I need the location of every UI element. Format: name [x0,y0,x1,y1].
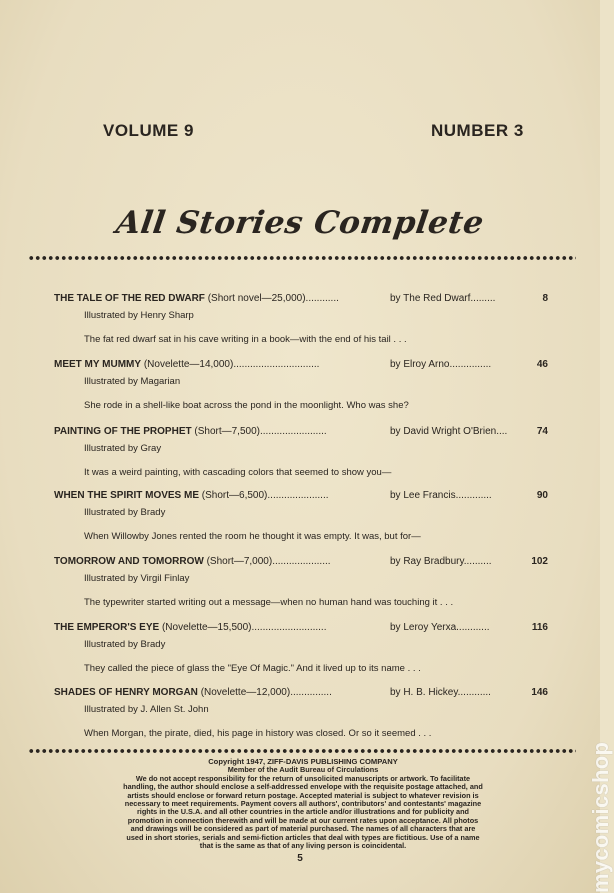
story-type: (Novelette—15,500) [161,622,252,633]
story-type: (Short—6,500) [201,490,268,501]
legal-text-line: used in short stories, serials and semi-fiction articles that deal with types are fictitious. Use of a name [126,832,480,842]
story-illustrator: Illustrated by Gray [84,443,162,454]
story-entry [54,426,548,478]
story-title: PAINTING OF THE PROPHET [54,426,192,437]
legal-text-line: that is the same as that of any living person is coincidental. [199,841,407,851]
story-author: by Leroy Yerxa............ [390,622,490,633]
leader-dots: ..................... [272,556,331,567]
legal-text-line: handling, the author should enclose a self-addressed envelope with the requisite postage attached, and [123,782,483,792]
story-line [54,293,548,307]
story-type: (Short—7,500) [194,426,260,437]
story-author: by Ray Bradbury.......... [390,556,492,567]
story-type: (Short—7,000) [206,556,273,567]
dotted-divider-top [28,255,576,261]
story-description: It was a weird painting, with cascading colors that seemed to show you— [84,467,392,478]
story-page-number: 146 [531,687,548,698]
legal-text-line: and drawings will be considered as part of material purchased. The names of all characters that are [130,824,476,834]
page-folio-number: 5 [297,853,303,864]
legal-text-line: artists should enclose or forward return postage. Accepted material is subject to whatever revision is [127,790,479,800]
volume-label: VOLUME 9 [103,121,194,140]
story-page-number: 8 [542,293,548,304]
story-entry [54,556,548,608]
story-title: TOMORROW AND TOMORROW [54,556,204,567]
legal-text-line: We do not accept responsibility for the return of unsolicited manuscripts or artwork. To facilitate [135,773,471,783]
story-title: WHEN THE SPIRIT MOVES ME [54,490,200,501]
story-line [54,426,548,440]
story-description: The typewriter started writing out a message—when no human hand was touching it . . . [84,597,454,608]
watermark [566,668,613,893]
leader-dots: ...................... [267,490,329,501]
legal-text-line: promotion in connection therewith and will be made at our current rates upon acceptance. All photos [127,815,479,825]
story-title: THE TALE OF THE RED DWARF [54,293,205,304]
page-heading: All Stories Complete [113,205,487,241]
story-illustrator: Illustrated by Brady [84,507,166,518]
story-title: MEET MY MUMMY [54,359,142,370]
story-page-number: 102 [531,556,548,567]
leader-dots: ........................... [251,622,327,633]
story-author: by Lee Francis............. [390,490,492,501]
story-description: When Willowby Jones rented the room he thought it was empty. It was, but for— [84,531,421,542]
story-description: She rode in a shell-like boat across the pond in the moonlight. Who was she? [84,400,409,411]
story-illustrator: Illustrated by Brady [84,639,166,650]
leader-dots: ........................ [259,426,327,437]
story-description: They called the piece of glass the "Eye Of Magic." And it lived up to its name . . . [84,663,421,674]
story-line [54,622,548,636]
story-entry [54,359,548,411]
story-page-number: 46 [536,359,548,370]
story-illustrator: Illustrated by Magarian [84,376,181,387]
story-page-number: 116 [531,622,548,633]
legal-text-line: rights in the U.S.A. and all other countries in the article and/or illustrations and for publicity and [136,807,470,817]
story-author: by The Red Dwarf......... [390,293,496,304]
story-entry [54,622,548,674]
story-type: (Short novel—25,000) [207,293,306,304]
story-illustrator: Illustrated by Henry Sharp [84,310,194,321]
story-author: by David Wright O'Brien.... [390,426,508,437]
leader-dots: ............ [305,293,339,304]
story-entry [54,293,548,345]
story-title: THE EMPEROR'S EYE [54,622,160,633]
story-line [54,490,548,504]
story-entry [54,687,548,739]
copyright-notice [88,758,518,850]
story-type: (Novelette—14,000) [143,359,234,370]
story-type: (Novelette—12,000) [200,687,291,698]
story-author: by Elroy Arno............... [390,359,492,370]
copyright-line: Copyright 1947, ZIFF-DAVIS PUBLISHING COMPANY [208,757,398,766]
watermark-text: mycomicshop [588,741,613,893]
story-title: SHADES OF HENRY MORGAN [54,687,198,698]
story-author: by H. B. Hickey............ [390,687,491,698]
story-illustrator: Illustrated by Virgil Finlay [84,573,190,584]
issue-number-label: NUMBER 3 [431,121,524,140]
story-line [54,359,548,373]
leader-dots: ............................... [233,359,320,370]
story-page-number: 74 [536,426,548,437]
story-illustrator: Illustrated by J. Allen St. John [84,704,209,715]
dotted-divider-bottom [28,748,576,754]
story-description: When Morgan, the pirate, died, his page in history was closed. Or so it seemed . . . [84,728,432,739]
story-line [54,687,548,701]
story-entry [54,490,548,542]
story-line [54,556,548,570]
legal-text-line: necessary to meet requirements. Payment covers all authors', contributors' and contestants' magazine [124,799,482,809]
story-description: The fat red dwarf sat in his cave writing in a book—with the end of his tail . . . [84,334,407,345]
leader-dots: ............... [290,687,332,698]
story-page-number: 90 [536,490,548,501]
audit-bureau-line: Member of the Audit Bureau of Circulations [227,765,379,775]
